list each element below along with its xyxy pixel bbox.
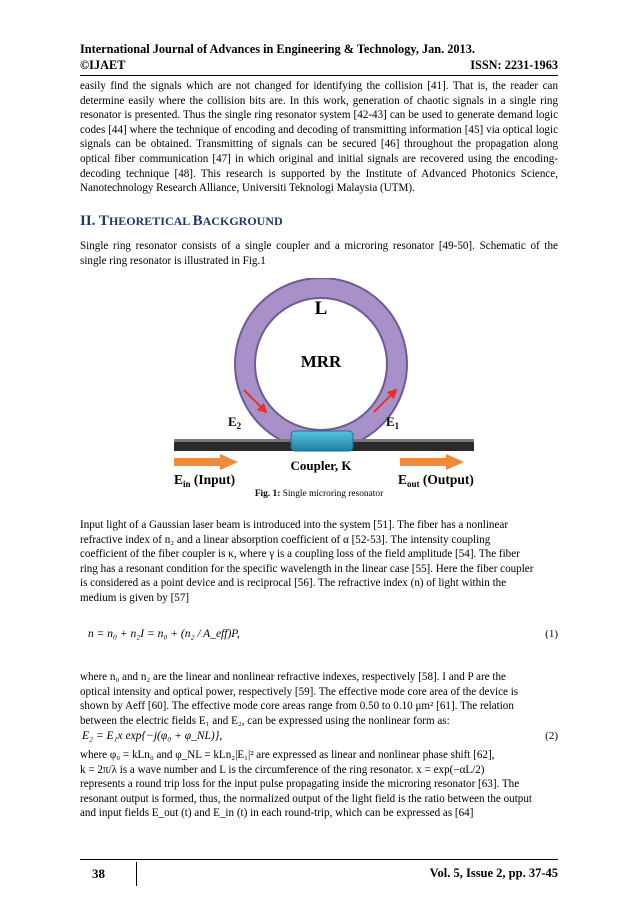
output-arrow bbox=[400, 454, 464, 470]
paragraph-3: where n₀ and n₂ are the linear and nonlinear refractive indexes, respectively [58]. I and P are the optical intensity and optical power, respectively [59]. The effective mode core area of the device is shown by Aeff [60]. The effective mode core areas range from 0.50 to 0.10 μm² [61]. The relation between the electric fields E₁ and E₂, can be expressed using the nonlinear form as: bbox=[80, 671, 519, 727]
footer-rule bbox=[80, 859, 558, 860]
label-e1: $E_1$ bbox=[386, 414, 400, 431]
issn: ISSN: 2231-1963 bbox=[470, 58, 558, 72]
footer-divider bbox=[136, 862, 137, 886]
header-rule bbox=[80, 75, 558, 76]
label-eout: $E_{out}$ (Output) bbox=[398, 472, 474, 488]
page-number: 38 bbox=[92, 866, 105, 881]
label-e2: $E_2$ bbox=[228, 414, 242, 431]
header-line-2 bbox=[80, 57, 558, 73]
volume-info: Vol. 5, Issue 2, pp. 37-45 bbox=[429, 866, 558, 880]
microring-figure bbox=[160, 278, 490, 488]
coupler-block bbox=[291, 431, 353, 451]
label-l: L bbox=[314, 298, 328, 319]
label-ein: $E_{in}$ (Input) bbox=[174, 472, 236, 488]
figure-caption: Fig. 1: Single microring resonator bbox=[254, 489, 384, 499]
paragraph-2: Input light of a Gaussian laser beam is introduced into the system [51]. The fiber has a nonlinear refractive index of n₂ and a linear absorption coefficient of α [52-53]. The intensity coupling coefficient of the fiber coupler is κ, where γ is a coupling loss of the field amplitude [54]. The fiber ring has a resonant condition for the specific wavelength in the linear case [55]. Here the fiber coupler is considered as a point device and is reciprocal [56]. The refractive index (n) of light within the medium is given by [57] bbox=[80, 519, 534, 604]
section-paragraph: Single ring resonator consists of a single coupler and a microring resonator [49-50]. Schematic of the single ring resonator is illustrated in Fig.1 bbox=[80, 240, 558, 267]
paragraph-4: where φ₀ = kLn₀ and φ_NL = kLn₂|E₁|² are expressed as linear and nonlinear phase shift [62], k = 2π/λ is a wave number and L is the circumference of the ring resonator. x = exp(−αL/2) represents a round trip loss for the input pulse propagating inside the microring resonator [63]. The resonant output is formed, thus, the normalized output of the light field is the ratio between the output and input fields E_out (t) and E_in (t) in each round-trip, which can be expressed as [64] bbox=[80, 749, 532, 820]
copyright: ©IJAET bbox=[80, 58, 126, 72]
label-mrr: MRR bbox=[300, 352, 342, 371]
section-heading: II. THEORETICAL BACKGROUND bbox=[80, 213, 283, 229]
label-coupler: Coupler, K bbox=[290, 458, 352, 473]
journal-title: International Journal of Advances in Engineering & Technology, Jan. 2013. bbox=[80, 42, 475, 56]
intro-paragraph: easily find the signals which are not changed for identifying the collision [41]. That is, the reader can determine easily where the collision bits are. In this work, generation of chaotic signals in a single ring resonator is presented. Thus the single ring resonator system [42-43] can be used to generate demand logic codes [44] where the technique of encoding and decoding of transmitting information [45] via optical logic signals can be obtained. Transmitting of signals can be secured [46] throughout the propagation along optical fiber communication [47] in which original and initial signals are recovered using the encoding-decoding technique [48]. This research is supported by the Institute of Advanced Photonics Science, Nanotechnology Research Alliance, Universiti Teknologi Malaysia (UTM). bbox=[80, 80, 558, 195]
input-arrow bbox=[174, 454, 238, 470]
